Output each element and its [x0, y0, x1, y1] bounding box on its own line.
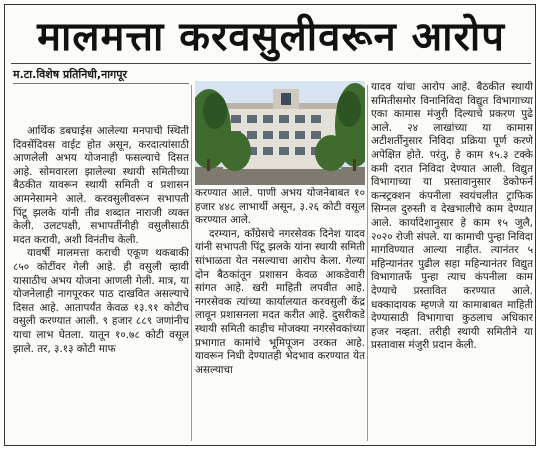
article-column-2 — [195, 187, 365, 445]
paragraph: यादव यांचा आरोप आहे. बैठकीत स्थायी समितीसमोर विनानिविदा विद्युत विभागाच्या एका कामास मंजुरी दिल्याचे प्रकरण पुढे आले. २४ लाखांच्या या कामास अटीशर्तीनुसार निविदा प्रक्रिया पूर्ण करणे अपेक्षित होते. परंतु, हे काम १५.३ टक्के कमी दरात निविदा देण्यात आली. विद्युत विभागाच्या या प्रस्तावानुसार डेकोफर्न कन्स्ट्रक्शन कंपनीला स्वयंचलीत ट्राफिक सिग्नल दुरुस्ती व देखभालीचे काम देण्यात आले. कार्यादेशानुसार हे काम १५ जुलै, २०२० रोजी संपले. या कामाची पुन्हा निविदा मागविण्यात आल्या नाहीत. त्यानंतर ५ महिन्यानंतर पुढील सहा महिन्यानंतर विद्युत विभागातर्फे पुन्हा त्याच कंपनीला काम देण्याचे प्रस्तावित करण्यात आले. धक्कादायक म्हणजे या कामाबाबत माहिती देण्यासाठी विभागाचा कुठलाच अधिकार हजर नव्हता. तरीही स्थायी समितीने या प्रस्तावास मंजुरी प्रदान केली. — [371, 81, 533, 352]
column-divider — [367, 85, 368, 441]
byline-rule — [13, 83, 189, 84]
column-divider — [191, 85, 192, 441]
building-photo — [195, 81, 365, 185]
building-photo-graphic — [195, 81, 365, 185]
newspaper-clipping — [4, 4, 536, 446]
paragraph: करण्यात आले. पाणी अभय योजनेबाबत १० हजार ४४८ लाभार्थी असून, ३.२६ कोटी वसूल करण्यात आले. — [195, 187, 365, 227]
article-column-3 — [371, 81, 533, 445]
article-column-1 — [13, 125, 189, 445]
paragraph: आर्थिक डबघाईस आलेल्या मनपाची स्थिती दिवसेंदिवस वाईट होत असून, करदात्यांसाठी आणलेली अभय योजनाही फसल्याचे दिसत आहे. सोमवारला झालेल्या स्थायी समितीच्या बैठकीत यावरून स्थायी समिती व प्रशासन आमनेसामने आले. करवसुलीवरून सभापती पिंटू झलके यांनी तीव्र शब्दात नाराजी व्यक्त केली. उलटपक्षी, सभापतींनीही वसुलीसाठी मदत करावी, अशी विनंतीच केली. — [13, 125, 189, 246]
headline-rule — [11, 63, 531, 64]
byline: म.टा.विशेष प्रतिनिधी,नागपूर — [13, 68, 127, 81]
paragraph: यावर्षी मालमत्ता कराची एकूण थकबाकी ८५० कोटींवर गेली आहे. ही वसुली व्हावी यासाठीच अभय योजना आणली गेली. मात्र, या योजनेलाही नागपूरकर पाठ दाखवित असल्याचे दिसत आहे. आतापर्यंत केवळ १३.९१ कोटीच वसुली करण्यात आली. ९ हजार ८८९ जणांनीच याचा लाभ घेतला. यातून १०.७८ कोटी वसूल झाले. तर, ३.१३ कोटी माफ — [13, 247, 189, 355]
headline: मालमत्ता करवसुलीवरून आरोप — [37, 14, 505, 60]
paragraph: दरम्यान, काँग्रेसचे नगरसेवक दिनेश यादव यांनी सभापती पिंटू झलके यांना स्थायी समिती सांभाळता येत नसल्याचा आरोप केला. गेल्या दोन बैठकांतून प्रशासन केवळ आकडेवारी सांगत आहे. खरी माहिती लपवीत आहे. नगरसेवक त्यांच्या कार्यालयात करवसुली केंद्र लावून प्रशासनला मदत करीत आहे. दुसरीकडे स्थायी समिती काहीच मोजक्या नगरसेवकांच्या प्रभागात कामांचे भूमिपूजन उरकत आहे. यावरून निधी देण्यातही भेदभाव करण्यात येत असल्याचा — [195, 227, 365, 376]
